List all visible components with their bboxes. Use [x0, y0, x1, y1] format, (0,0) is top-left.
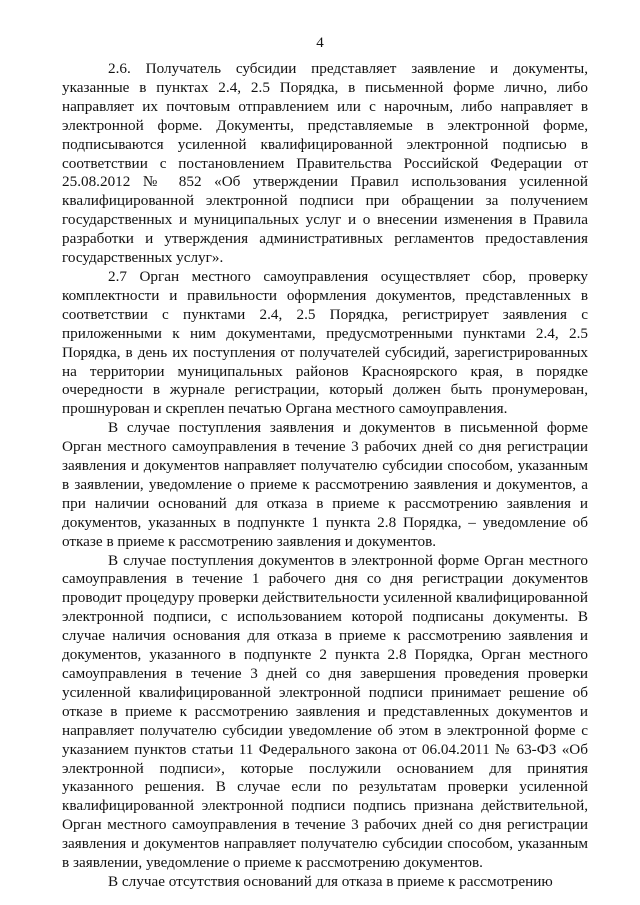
page-number: 4	[316, 35, 324, 51]
paragraph-2-7: 2.7 Орган местного самоуправления осуществляет сбор, проверку комплектности и правильности оформления документов, представленных в соответствии с пунктами 2.4, 2.5 Порядка, регистрирует заявления с приложенными к ним документами, предусмотренными пунктами 2.4, 2.5 Порядка, в день их поступления от получателей субсидий, зарегистрированных на территории муниципальных районов Красноярского края, в порядке очередности в журнале регистрации, который должен быть пронумерован, прошнурован и скреплен печатью Органа местного самоуправления.	[62, 267, 588, 418]
document-body	[62, 60, 588, 892]
paragraph-written-form: В случае поступления заявления и документов в письменной форме Орган местного самоуправления в течение 3 рабочих дней со дня регистрации заявления и документов направляет получателю субсидии способом, указанным в заявлении, уведомление о приеме к рассмотрению заявления и документов, а при наличии оснований для отказа в приеме к рассмотрению заявления и документов, указанных в подпункте 1 пункта 2.8 Порядка, – уведомление об отказе в приеме к рассмотрению заявления и документов.	[62, 419, 588, 550]
paragraph-no-grounds: В случае отсутствия оснований для отказа в приеме к рассмотрению	[108, 872, 553, 890]
paragraph-2-6: 2.6. Получатель субсидии представляет заявление и документы, указанные в пунктах 2.4, 2.5 Порядка, в письменной форме лично, либо направляет их почтовым отправлением или с нарочным, либо направляет в электронной форме. Документы, представляемые в электронной форме, подписываются усиленной квалифицированной электронной подписью в соответствии с постановлением Правительства Российской Федерации от 25.08.2012 № 852 «Об утверждении Правил использования усиленной квалифицированной электронной подписи при обращении за получением государственных и муниципальных услуг и о внесении изменения в Правила разработки и утверждения административных регламентов предоставления государственных услуг».	[62, 60, 588, 267]
paragraph-electronic-form: В случае поступления документов в электронной форме Орган местного самоуправления в течение 1 рабочего дня со дня регистрации документов проводит процедуру проверки действительности усиленной квалифицированной электронной подписи, с использованием которой подписаны документы. В случае наличия основания для отказа в приеме к рассмотрению заявления и документов, указанного в подпункте 2 пункта 2.8 Порядка, Орган местного самоуправления в течение 3 дней со дня завершения проведения проверки усиленной квалифицированной электронной подписи принимает решение об отказе в приеме к рассмотрению заявления и представленных документов и направляет получателю субсидии уведомление об этом в электронной форме с указанием пунктов статьи 11 Федерального закона от 06.04.2011 № 63-ФЗ «Об электронной подписи», которые послужили основанием для принятия указанного решения. В случае если по результатам проверки усиленной квалифицированной электронной подписи подпись признана действительной, Орган местного самоуправления в течение 3 рабочих дней со дня регистрации заявления и документов направляет получателю субсидии способом, указанным в заявлении, уведомление о приеме к рассмотрению документов.	[62, 551, 588, 872]
